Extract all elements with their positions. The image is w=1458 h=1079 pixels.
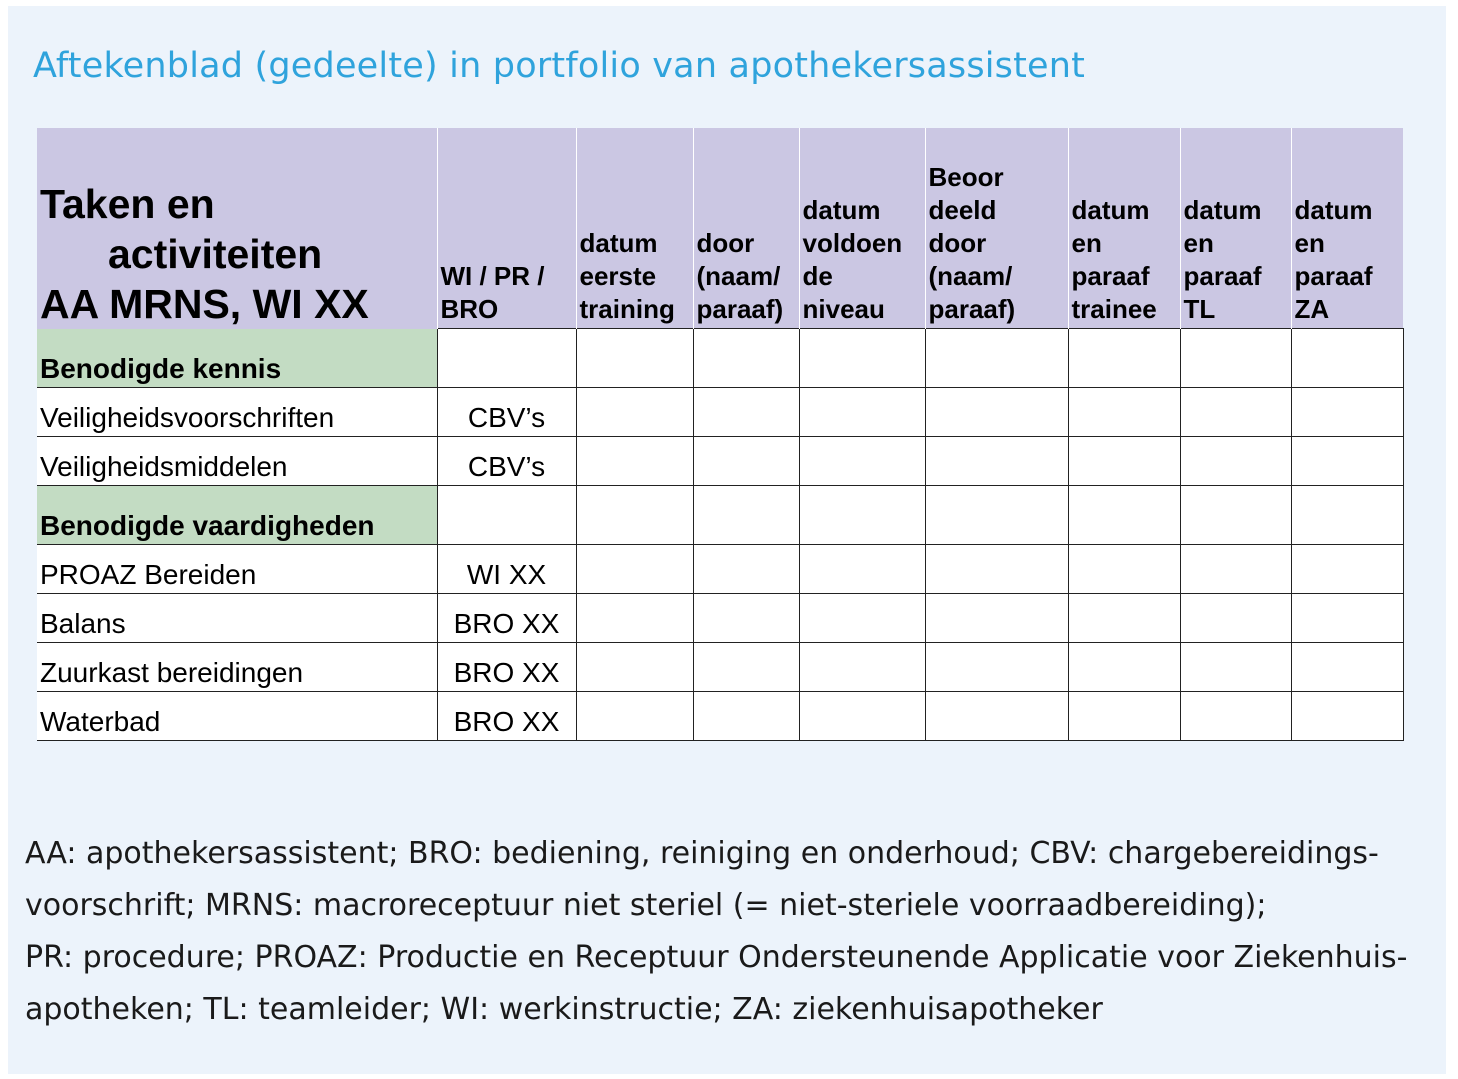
table-cell bbox=[693, 329, 799, 388]
footnote-line: AA: apothekersassistent; BRO: bediening, reiniging en onderhoud; CBV: chargebereidings- bbox=[25, 836, 1379, 871]
table-cell bbox=[799, 692, 925, 741]
table-row bbox=[37, 643, 1403, 692]
table-cell bbox=[1180, 594, 1291, 643]
table-cell bbox=[576, 388, 693, 437]
table-cell bbox=[1291, 643, 1403, 692]
table-cell bbox=[925, 545, 1068, 594]
table-cell bbox=[1291, 437, 1403, 486]
section-label: Benodigde vaardigheden bbox=[37, 486, 437, 545]
table-cell bbox=[1291, 388, 1403, 437]
table-cell bbox=[693, 545, 799, 594]
task-ref: CBV’s bbox=[437, 388, 576, 437]
table-cell bbox=[576, 692, 693, 741]
table-cell bbox=[576, 545, 693, 594]
task-name: Veiligheidsmiddelen bbox=[37, 437, 437, 486]
footnote-line: PR: procedure; PROAZ: Productie en Receptuur Ondersteunende Applicatie voor Ziekenhuis- bbox=[25, 940, 1408, 975]
header-trainee: datum en paraaf trainee bbox=[1068, 128, 1180, 329]
table-cell bbox=[693, 594, 799, 643]
table-cell bbox=[1068, 329, 1180, 388]
table-cell bbox=[1180, 692, 1291, 741]
figure-title: Aftekenblad (gedeelte) in portfolio van apothekersassistent bbox=[33, 46, 1086, 86]
table-row bbox=[37, 594, 1403, 643]
task-name: Veiligheidsvoorschriften bbox=[37, 388, 437, 437]
table-cell bbox=[1068, 643, 1180, 692]
table-cell bbox=[799, 643, 925, 692]
header-date-level: datum voldoen de niveau bbox=[799, 128, 925, 329]
table-cell bbox=[1291, 486, 1403, 545]
table-cell bbox=[1180, 545, 1291, 594]
task-name: Zuurkast bereidingen bbox=[37, 643, 437, 692]
table-row bbox=[37, 545, 1403, 594]
table-cell bbox=[1291, 545, 1403, 594]
table-cell bbox=[925, 329, 1068, 388]
table-cell bbox=[799, 486, 925, 545]
table-cell bbox=[693, 643, 799, 692]
header-tl: datum en paraaf TL bbox=[1180, 128, 1291, 329]
table-cell bbox=[693, 486, 799, 545]
table-cell bbox=[925, 486, 1068, 545]
table-cell bbox=[799, 545, 925, 594]
table-cell bbox=[925, 692, 1068, 741]
table-cell bbox=[799, 329, 925, 388]
table-cell bbox=[1180, 329, 1291, 388]
header-first-training: datum eerste training bbox=[576, 128, 693, 329]
table-cell bbox=[1068, 692, 1180, 741]
task-ref: BRO XX bbox=[437, 643, 576, 692]
table-cell bbox=[799, 388, 925, 437]
task-name: Waterbad bbox=[37, 692, 437, 741]
table-cell bbox=[576, 486, 693, 545]
table-cell bbox=[1068, 388, 1180, 437]
table-cell bbox=[693, 388, 799, 437]
table-cell bbox=[1180, 388, 1291, 437]
table-cell bbox=[1291, 692, 1403, 741]
table-row bbox=[37, 437, 1403, 486]
table-cell bbox=[1068, 594, 1180, 643]
table-cell bbox=[925, 437, 1068, 486]
footnote-line: voorschrift; MRNS: macroreceptuur niet steriel (= niet-steriele voorraadbereiding); bbox=[25, 888, 1267, 923]
task-name: Balans bbox=[37, 594, 437, 643]
table-cell bbox=[576, 594, 693, 643]
header-ref: WI / PR / BRO bbox=[437, 128, 576, 329]
table-cell bbox=[576, 329, 693, 388]
table-cell bbox=[1068, 437, 1180, 486]
task-ref: CBV’s bbox=[437, 437, 576, 486]
table-cell bbox=[576, 437, 693, 486]
task-ref: BRO XX bbox=[437, 594, 576, 643]
table-cell bbox=[1180, 643, 1291, 692]
section-label: Benodigde kennis bbox=[37, 329, 437, 388]
section-row-skills bbox=[37, 486, 1403, 545]
task-name: PROAZ Bereiden bbox=[37, 545, 437, 594]
table-cell bbox=[1068, 486, 1180, 545]
table-cell bbox=[925, 643, 1068, 692]
table-cell bbox=[799, 437, 925, 486]
task-ref: BRO XX bbox=[437, 692, 576, 741]
task-ref: WI XX bbox=[437, 545, 576, 594]
header-main: Taken en activiteiten AA MRNS, WI XX bbox=[37, 128, 437, 329]
table-cell bbox=[1180, 437, 1291, 486]
footnote-line: apotheken; TL: teamleider; WI: werkinstructie; ZA: ziekenhuisapotheker bbox=[25, 992, 1103, 1027]
header-row bbox=[37, 128, 1403, 329]
header-by: door (naam/ paraaf) bbox=[693, 128, 799, 329]
table-cell bbox=[693, 437, 799, 486]
table-cell bbox=[1291, 594, 1403, 643]
table-row bbox=[37, 692, 1403, 741]
table-cell bbox=[799, 594, 925, 643]
table-cell bbox=[925, 594, 1068, 643]
footnote bbox=[25, 828, 1425, 1036]
table-row bbox=[37, 388, 1403, 437]
header-assessed-by: Beoor deeld door (naam/ paraaf) bbox=[925, 128, 1068, 329]
table-cell bbox=[437, 486, 576, 545]
header-za: datum en paraaf ZA bbox=[1291, 128, 1403, 329]
signoff-table bbox=[37, 128, 1404, 741]
table-cell bbox=[693, 692, 799, 741]
section-row-knowledge bbox=[37, 329, 1403, 388]
table-cell bbox=[437, 329, 576, 388]
table-cell bbox=[576, 643, 693, 692]
table-cell bbox=[1180, 486, 1291, 545]
table-cell bbox=[925, 388, 1068, 437]
table-cell bbox=[1291, 329, 1403, 388]
table-cell bbox=[1068, 545, 1180, 594]
